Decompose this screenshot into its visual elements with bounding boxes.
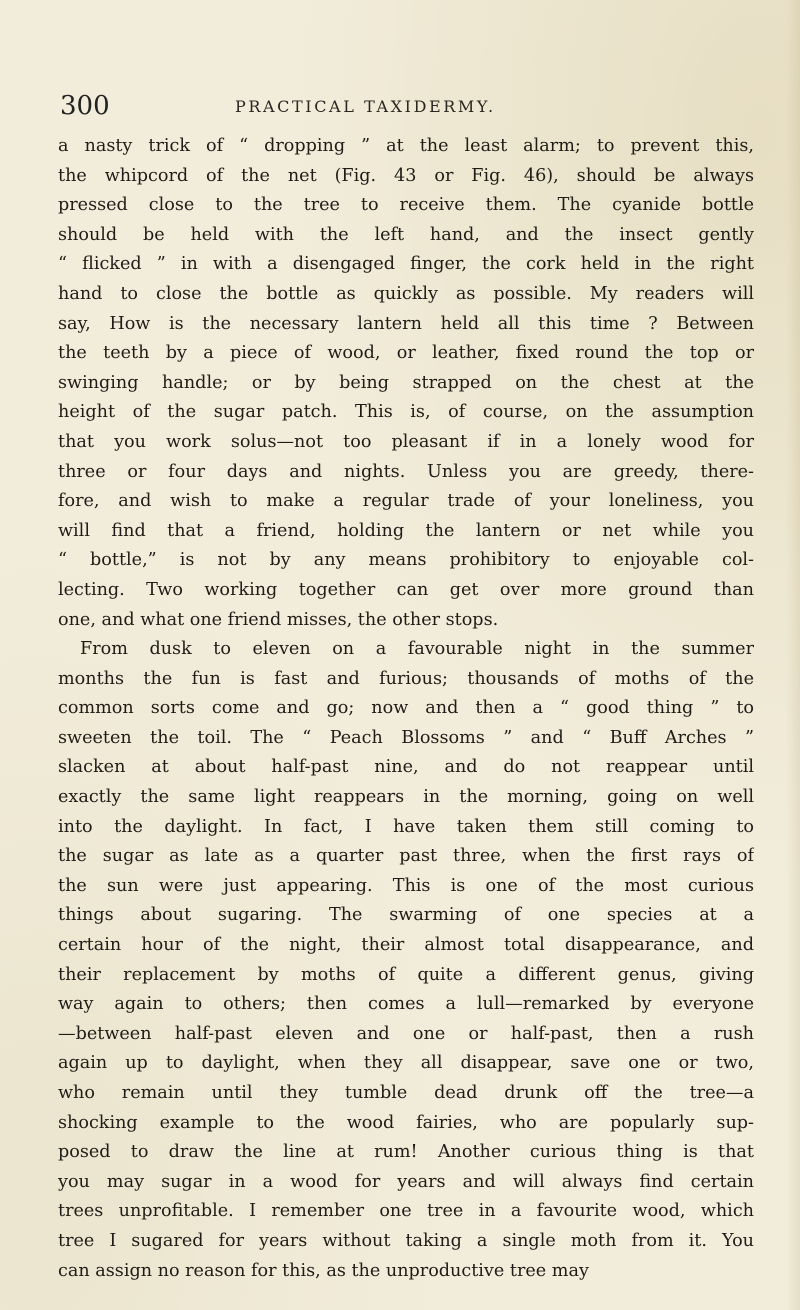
text-line: lecting. Two working together can get over more ground than [58,579,754,600]
text-line: swinging handle; or by being strapped on the chest at the [58,372,754,393]
text-line: sweeten the toil. The “ Peach Blossoms ” and “ Buff Arches ” [58,727,754,748]
text-line: exactly the same light reappears in the morning, going on well [58,787,754,808]
text-line: can assign no reason for this, as the unproductive tree may [58,1260,589,1281]
text-line: into the daylight. In fact, I have taken them still coming to [58,816,754,837]
page-number: 300 [60,91,110,121]
page-edge-shading [786,0,800,1310]
text-line: that you work solus—not too pleasant if in a lonely wood for [58,431,754,452]
text-line: say, How is the necessary lantern held all this time ? Between [58,313,754,334]
text-line: you may sugar in a wood for years and will always find certain [58,1171,754,1192]
text-line: their replacement by moths of quite a different genus, giving [58,964,754,985]
text-line: trees unprofitable. I remember one tree in a favourite wood, which [58,1201,754,1222]
text-line: shocking example to the wood fairies, who are popularly sup- [58,1112,754,1133]
text-line: height of the sugar patch. This is, of course, on the assumption [58,402,754,423]
text-line: things about sugaring. The swarming of one species at a [58,905,754,926]
text-line: who remain until they tumble dead drunk off the tree—a [58,1083,754,1103]
body-text [58,132,754,1286]
text-line: a nasty trick of “ dropping ” at the least alarm; to prevent this, [58,136,754,156]
running-head-title: PRACTICAL TAXIDERMY. [235,97,496,116]
text-line: months the fun is fast and furious; thousands of moths of the [58,668,754,689]
text-line: way again to others; then comes a lull—remarked by everyone [58,994,754,1015]
text-line: posed to draw the line at rum! Another curious thing is that [58,1142,754,1163]
text-line: “ bottle,” is not by any means prohibitory to enjoyable col- [58,550,754,571]
text-line: will find that a friend, holding the lantern or net while you [58,520,754,541]
text-line: three or four days and nights. Unless you are greedy, there- [58,461,754,482]
text-line: hand to close the bottle as quickly as possible. My readers will [58,283,754,304]
text-line: tree I sugared for years without taking a single moth from it. You [58,1230,754,1251]
text-line: common sorts come and go; now and then a “ good thing ” to [58,698,754,719]
text-line: the sugar as late as a quarter past three, when the first rays of [58,846,754,867]
text-line: should be held with the left hand, and the insect gently [58,224,754,245]
text-line: slacken at about half-past nine, and do not reappear until [58,757,754,778]
text-line: certain hour of the night, their almost total disappearance, and [58,935,754,956]
text-line: —between half-past eleven and one or half-past, then a rush [58,1023,754,1044]
text-line: fore, and wish to make a regular trade of your loneliness, you [58,491,754,512]
text-line: pressed close to the tree to receive them. The cyanide bottle [58,195,754,216]
text-line: one, and what one friend misses, the other stops. [58,609,499,630]
text-line: the sun were just appearing. This is one of the most curious [58,875,754,896]
page-header [60,86,760,126]
text-line: the teeth by a piece of wood, or leather, fixed round the top or [58,343,754,364]
text-line: From dusk to eleven on a favourable night in the summer [80,639,754,660]
text-line: the whipcord of the net (Fig. 43 or Fig. 46), should be always [58,165,754,186]
text-line: again up to daylight, when they all disappear, save one or two, [58,1053,754,1074]
text-line: “ flicked ” in with a disengaged finger, the cork held in the right [58,254,754,275]
